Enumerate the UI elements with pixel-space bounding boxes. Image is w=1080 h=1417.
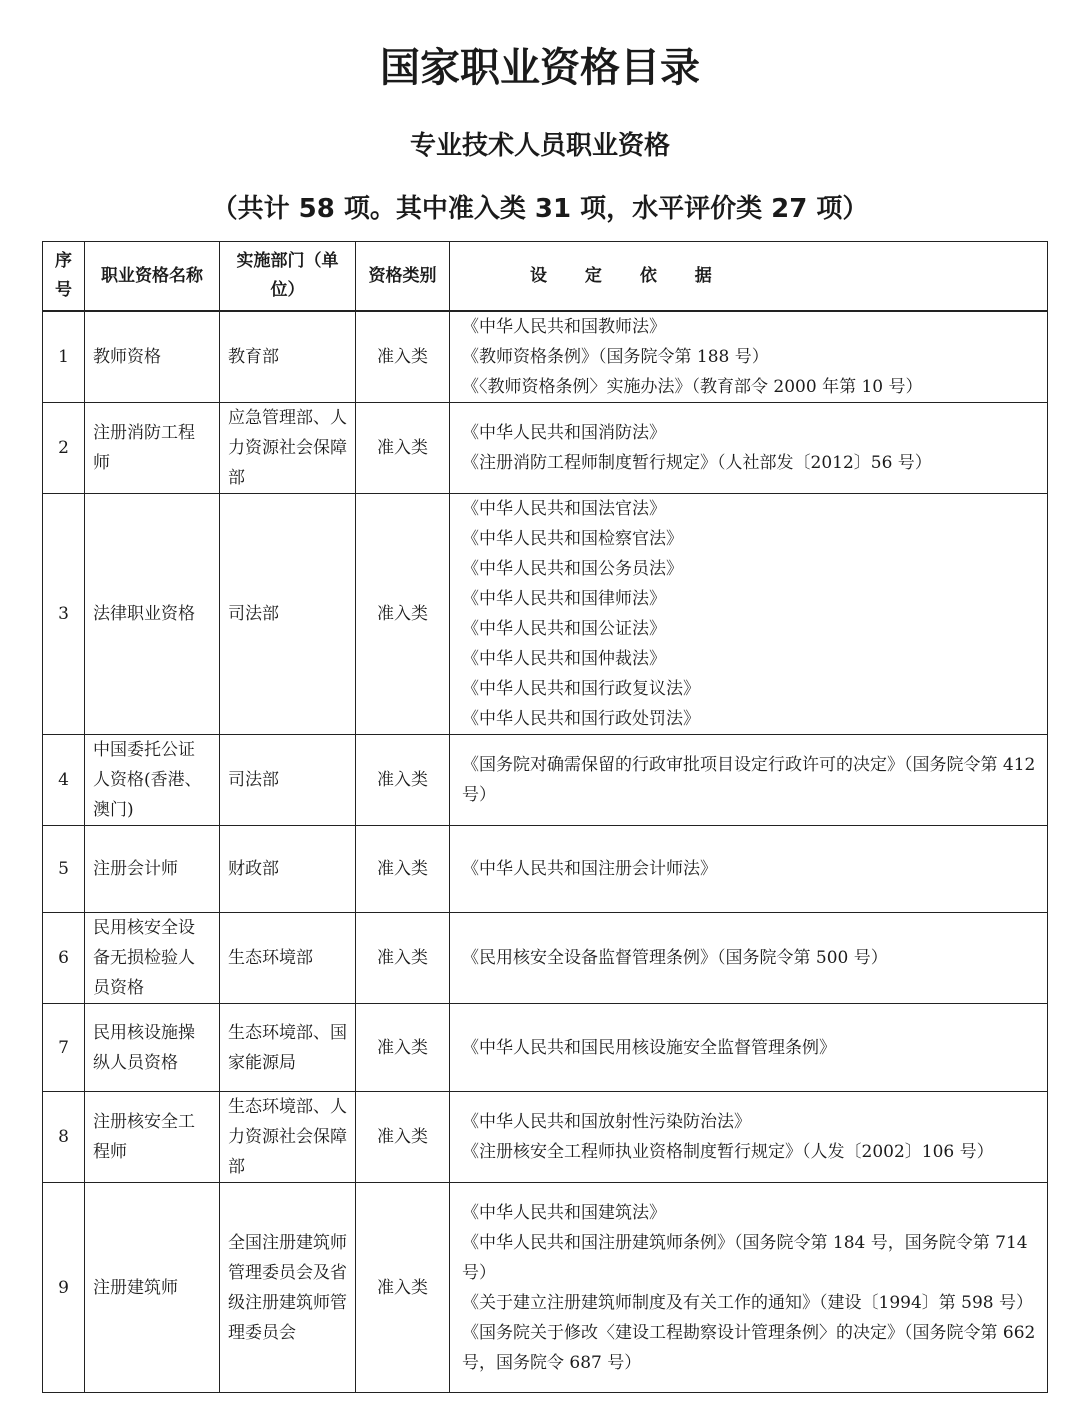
table-row [43, 1092, 1048, 1183]
legal-basis [450, 1183, 1048, 1393]
row-number: 6 [43, 913, 85, 1004]
legal-basis-item: 《中华人民共和国仲裁法》 [462, 649, 666, 669]
legal-basis-item: 《关于建立注册建筑师制度及有关工作的通知》（建设〔1994〕第 598 号） [462, 1292, 1034, 1313]
row-number: 7 [43, 1004, 85, 1092]
legal-basis [450, 1092, 1048, 1183]
qualification-category: 准入类 [356, 913, 450, 1004]
legal-basis-item: 《注册核安全工程师执业资格制度暂行规定》（人发〔2002〕106 号） [462, 1142, 994, 1162]
qualification-category: 准入类 [356, 494, 450, 735]
qualification-name: 注册消防工程师 [85, 403, 220, 494]
legal-basis [450, 826, 1048, 913]
row-number: 8 [43, 1092, 85, 1183]
qualification-name: 法律职业资格 [85, 494, 220, 735]
legal-basis-item: 《中华人民共和国律师法》 [462, 589, 666, 609]
legal-basis-item: 《〈教师资格条例〉实施办法》（教育部令 2000 年第 10 号） [462, 377, 923, 397]
qualification-name: 民用核安全设备无损检验人员资格 [85, 913, 220, 1004]
table-row [43, 913, 1048, 1004]
header-dept: 实施部门（单位） [220, 242, 356, 312]
qualification-table [42, 241, 1048, 1393]
row-number: 4 [43, 735, 85, 826]
qualification-category: 准入类 [356, 735, 450, 826]
legal-basis-item: 《民用核安全设备监督管理条例》（国务院令第 500 号） [462, 948, 888, 968]
qualification-name: 教师资格 [85, 311, 220, 403]
row-number: 9 [43, 1183, 85, 1393]
header-name: 职业资格名称 [85, 242, 220, 312]
legal-basis-item: 《中华人民共和国公务员法》 [462, 559, 683, 579]
implementing-dept: 全国注册建筑师管理委员会及省级注册建筑师管理委员会 [220, 1183, 356, 1393]
legal-basis-item: 《中华人民共和国检察官法》 [462, 529, 683, 549]
header-basis: 设 定 依 据 [450, 242, 1048, 312]
qualification-name: 注册建筑师 [85, 1183, 220, 1393]
table-row [43, 826, 1048, 913]
qualification-name: 注册核安全工程师 [85, 1092, 220, 1183]
implementing-dept: 生态环境部、人力资源社会保障部 [220, 1092, 356, 1183]
qualification-category: 准入类 [356, 1004, 450, 1092]
legal-basis-item: 《中华人民共和国建筑法》 [462, 1202, 666, 1223]
legal-basis [450, 494, 1048, 735]
legal-basis-item: 《中华人民共和国公证法》 [462, 619, 666, 639]
implementing-dept: 生态环境部、国家能源局 [220, 1004, 356, 1092]
table-row [43, 735, 1048, 826]
legal-basis [450, 403, 1048, 494]
implementing-dept: 司法部 [220, 494, 356, 735]
legal-basis-item: 《中华人民共和国民用核设施安全监督管理条例》 [462, 1037, 836, 1058]
row-number: 5 [43, 826, 85, 913]
implementing-dept: 应急管理部、人力资源社会保障部 [220, 403, 356, 494]
implementing-dept: 教育部 [220, 311, 356, 403]
legal-basis-item: 《中华人民共和国行政处罚法》 [462, 709, 700, 729]
legal-basis-item: 《中华人民共和国注册建筑师条例》（国务院令第 184 号，国务院令第 714 号） [462, 1232, 1028, 1283]
implementing-dept: 生态环境部 [220, 913, 356, 1004]
document-title: 国家职业资格目录 [380, 45, 700, 91]
legal-basis-item: 《国务院关于修改〈建设工程勘察设计管理条例〉的决定》（国务院令第 662 号，国务院令 687 号） [462, 1322, 1036, 1373]
table-row [43, 403, 1048, 494]
legal-basis [450, 913, 1048, 1004]
header-category: 资格类别 [356, 242, 450, 312]
qualification-category: 准入类 [356, 1183, 450, 1393]
legal-basis-item: 《中华人民共和国放射性污染防治法》 [462, 1112, 751, 1132]
legal-basis [450, 1004, 1048, 1092]
qualification-category: 准入类 [356, 403, 450, 494]
table-row [43, 1004, 1048, 1092]
qualification-name: 注册会计师 [85, 826, 220, 913]
legal-basis-item: 《中华人民共和国教师法》 [462, 317, 666, 337]
legal-basis-item: 《教师资格条例》（国务院令第 188 号） [462, 347, 769, 367]
table-header-row [43, 242, 1048, 312]
table-row [43, 1183, 1048, 1393]
table-body [43, 311, 1048, 1393]
legal-basis-item: 《中华人民共和国消防法》 [462, 423, 666, 443]
row-number: 3 [43, 494, 85, 735]
qualification-category: 准入类 [356, 1092, 450, 1183]
legal-basis-item: 《国务院对确需保留的行政审批项目设定行政许可的决定》（国务院令第 412 号） [462, 755, 1036, 805]
row-number: 1 [43, 311, 85, 403]
legal-basis [450, 735, 1048, 826]
qualification-category: 准入类 [356, 311, 450, 403]
document-subtitle: 专业技术人员职业资格 [409, 131, 670, 161]
row-number: 2 [43, 403, 85, 494]
table-row [43, 494, 1048, 735]
qualification-name: 中国委托公证人资格(香港、澳门) [85, 735, 220, 826]
implementing-dept: 财政部 [220, 826, 356, 913]
implementing-dept: 司法部 [220, 735, 356, 826]
legal-basis-item: 《中华人民共和国行政复议法》 [462, 679, 700, 699]
legal-basis [450, 311, 1048, 403]
legal-basis-item: 《中华人民共和国法官法》 [462, 499, 666, 519]
qualification-name: 民用核设施操纵人员资格 [85, 1004, 220, 1092]
qualification-category: 准入类 [356, 826, 450, 913]
document-summary: （共计 58 项。其中准入类 31 项，水平评价类 27 项） [211, 194, 869, 224]
table-row [43, 311, 1048, 403]
header-num: 序号 [43, 242, 85, 312]
legal-basis-item: 《注册消防工程师制度暂行规定》（人社部发〔2012〕56 号） [462, 453, 932, 473]
legal-basis-item: 《中华人民共和国注册会计师法》 [462, 859, 717, 879]
